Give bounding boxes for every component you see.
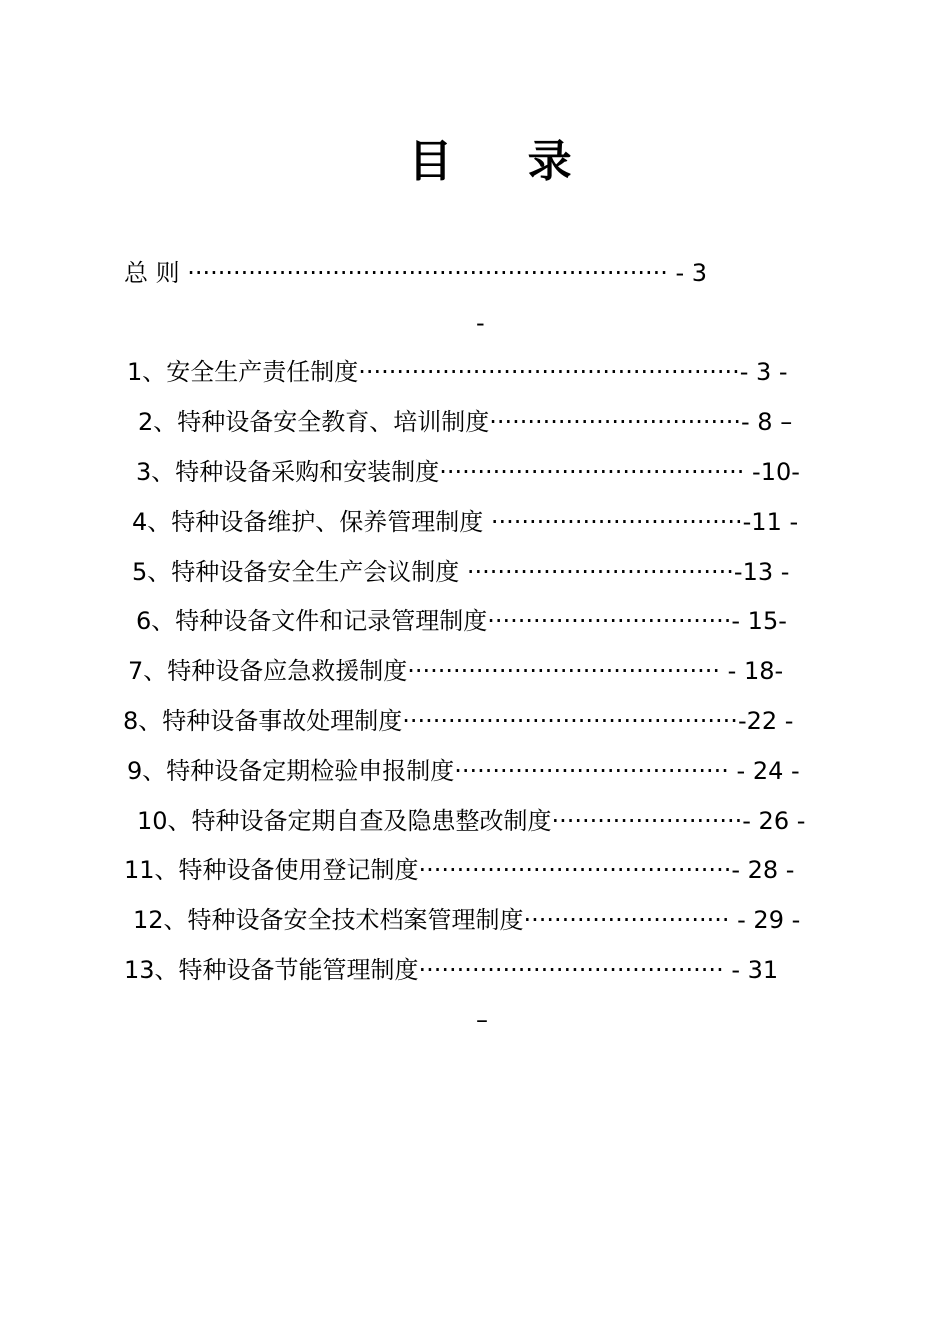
toc-entry-13-page-cont: – [476, 1006, 488, 1034]
toc-entry-8: 8、特种设备事故处理制度············································-22 - [123, 707, 794, 735]
toc-entry-general-page-cont: - [476, 309, 485, 337]
toc-entry-3: 3、特种设备采购和安装制度········································ -10- [136, 458, 800, 486]
toc-entry-13: 13、特种设备节能管理制度········································ - 31 [124, 956, 779, 984]
page-title: 目 录 [408, 136, 602, 187]
toc-entry-5: 5、特种设备安全生产会议制度 ···································-13 - [132, 558, 790, 586]
toc-entry-6: 6、特种设备文件和记录管理制度································- 15- [136, 607, 787, 635]
toc-entry-12: 12、特种设备安全技术档案管理制度··························· - 29 - [133, 906, 801, 934]
toc-entry-9: 9、特种设备定期检验申报制度···································· - 24 - [127, 757, 800, 785]
toc-entry-10: 10、特种设备定期自查及隐患整改制度·························- 26 - [137, 807, 806, 835]
toc-entry-7: 7、特种设备应急救援制度········································· - 18- [128, 657, 784, 685]
toc-entry-2: 2、特种设备安全教育、培训制度·································- 8 – [138, 408, 793, 436]
toc-entry-1: 1、安全生产责任制度··················································- 3 - [127, 358, 788, 386]
toc-entry-general: 总 则 ······························································· - 3 [124, 259, 708, 287]
toc-entry-11: 11、特种设备使用登记制度·········································- 28 - [124, 856, 795, 884]
toc-entry-4: 4、特种设备维护、保养管理制度 ·································-11 - [132, 508, 799, 536]
